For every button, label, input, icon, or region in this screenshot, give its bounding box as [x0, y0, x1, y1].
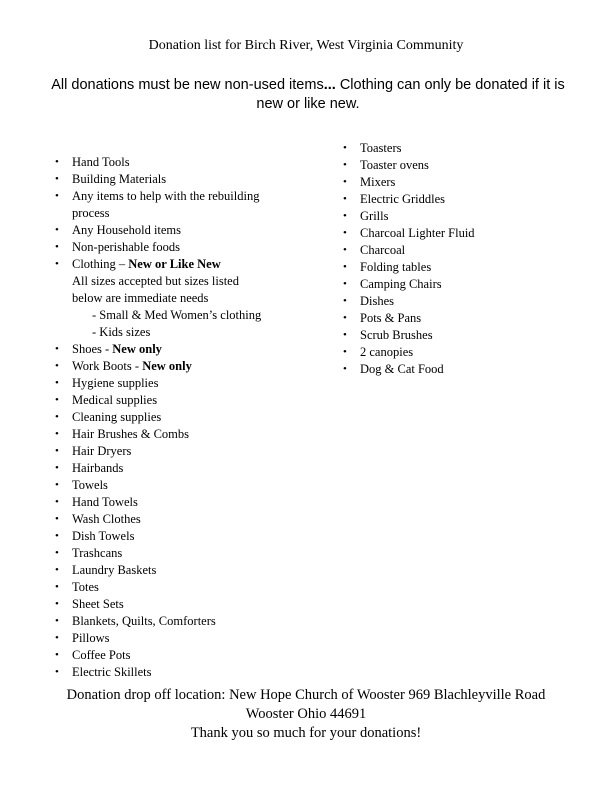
bullet-icon: •	[55, 156, 59, 168]
bullet-icon: •	[55, 513, 59, 525]
list-item	[55, 426, 297, 443]
bullet-icon: •	[55, 377, 59, 389]
list-item	[55, 630, 297, 647]
bullet-icon: •	[55, 360, 59, 372]
list-item	[55, 613, 297, 630]
bullet-icon: •	[343, 159, 347, 171]
list-item	[343, 327, 560, 344]
bullet-icon: •	[55, 496, 59, 508]
bullet-icon: •	[55, 615, 59, 627]
item-label: Camping Chairs	[360, 277, 442, 291]
list-item	[55, 222, 297, 239]
item-label: Hand Towels	[72, 495, 138, 509]
list-item	[55, 664, 297, 681]
item-label: Dishes	[360, 294, 395, 308]
list-item	[343, 225, 560, 242]
bullet-icon: •	[55, 428, 59, 440]
thank-you-note: Thank you so much for your donations!	[190, 725, 422, 741]
item-label: Coffee Pots	[72, 648, 131, 662]
bullet-icon: •	[55, 530, 59, 542]
bullet-icon: •	[55, 241, 59, 253]
item-label: Charcoal Lighter Fluid	[360, 226, 475, 240]
bullet-icon: •	[343, 363, 347, 375]
item-label: Folding tables	[360, 260, 432, 274]
page-title: Donation list for Birch River, West Virginia Community	[148, 38, 464, 53]
list-item	[343, 191, 560, 208]
bullet-icon: •	[55, 258, 59, 270]
list-item	[55, 239, 297, 256]
drop-off-city: Wooster Ohio 44691	[245, 706, 367, 722]
bullet-icon: •	[343, 295, 347, 307]
item-label: Trashcans	[72, 546, 123, 560]
bullet-icon: •	[343, 210, 347, 222]
item-label: Scrub Brushes	[360, 328, 433, 342]
item-label: Electric Skillets	[72, 665, 152, 679]
list-item	[55, 562, 297, 579]
sizes-note-continued: below are immediate needs	[72, 291, 209, 305]
list-item	[55, 154, 297, 171]
bullet-icon: •	[55, 224, 59, 236]
list-item	[55, 460, 297, 477]
bullet-icon: •	[343, 193, 347, 205]
list-item	[55, 477, 297, 494]
item-label: Charcoal	[360, 243, 406, 257]
item-label: Electric Griddles	[360, 192, 446, 206]
list-item	[55, 341, 297, 358]
item-label: Totes	[72, 580, 99, 594]
list-item	[343, 208, 560, 225]
bullet-icon: •	[55, 394, 59, 406]
list-item	[343, 310, 560, 327]
bullet-icon: •	[55, 479, 59, 491]
item-label: Towels	[72, 478, 108, 492]
item-label: Dish Towels	[72, 529, 135, 543]
item-label: 2 canopies	[360, 345, 414, 359]
list-item	[55, 375, 297, 392]
bullet-icon: •	[55, 564, 59, 576]
bullet-icon: •	[55, 173, 59, 185]
list-item	[55, 494, 297, 511]
bullet-icon: •	[343, 176, 347, 188]
item-label: Any Household items	[72, 223, 182, 237]
item-emphasis: New only	[112, 342, 162, 356]
bullet-icon: •	[55, 445, 59, 457]
item-label: Dog & Cat Food	[360, 362, 444, 376]
bullet-icon: •	[55, 666, 59, 678]
item-label: Wash Clothes	[72, 512, 141, 526]
list-item	[55, 545, 297, 562]
list-item	[55, 596, 297, 613]
size-need-item: - Small & Med Women’s clothing	[92, 308, 262, 322]
list-item	[55, 358, 297, 375]
bullet-icon: •	[343, 227, 347, 239]
item-label: Grills	[360, 209, 389, 223]
notice-prefix: All donations must be new non-used items	[51, 77, 324, 93]
item-label: Sheet Sets	[72, 597, 124, 611]
bullet-icon: •	[55, 190, 59, 202]
item-label: Hygiene supplies	[72, 376, 159, 390]
list-item	[343, 259, 560, 276]
item-label: Mixers	[360, 175, 396, 189]
list-item	[55, 392, 297, 409]
footer	[0, 686, 612, 743]
list-item	[55, 579, 297, 596]
size-need-item: - Kids sizes	[92, 325, 151, 339]
bullet-icon: •	[55, 632, 59, 644]
list-item	[55, 256, 297, 341]
item-label: Shoes -	[72, 342, 113, 356]
bullet-icon: •	[343, 346, 347, 358]
notice-ellipsis: ...	[323, 77, 336, 93]
list-item	[55, 171, 297, 188]
item-label: Hair Brushes & Combs	[72, 427, 190, 441]
item-emphasis: New or Like New	[128, 257, 221, 271]
item-label: Toaster ovens	[360, 158, 429, 172]
list-item	[55, 443, 297, 460]
list-item	[55, 528, 297, 545]
bullet-icon: •	[343, 329, 347, 341]
bullet-icon: •	[55, 598, 59, 610]
item-label: Laundry Baskets	[72, 563, 157, 577]
bullet-icon: •	[343, 244, 347, 256]
bullet-icon: •	[55, 462, 59, 474]
bullet-icon: •	[55, 547, 59, 559]
bullet-icon: •	[343, 278, 347, 290]
list-item	[343, 344, 560, 361]
drop-off-location: Donation drop off location: New Hope Church of Wooster 969 Blachleyville Road	[66, 687, 546, 703]
bullet-icon: •	[343, 142, 347, 154]
item-label: Work Boots -	[72, 359, 143, 373]
list-item	[343, 157, 560, 174]
list-item	[343, 276, 560, 293]
left-donation-list	[55, 154, 297, 681]
notice-suffix: Clothing can only be donated if it is new or like new.	[256, 77, 565, 112]
list-item	[343, 293, 560, 310]
item-label: Non-perishable foods	[72, 240, 180, 254]
right-donation-list	[343, 140, 560, 378]
item-label: Blankets, Quilts, Comforters	[72, 614, 216, 628]
list-item	[343, 361, 560, 378]
sizes-note: All sizes accepted but sizes listed	[72, 274, 239, 288]
item-label: Hairbands	[72, 461, 124, 475]
list-item	[55, 647, 297, 664]
list-item	[55, 511, 297, 528]
bullet-icon: •	[55, 649, 59, 661]
item-label: Toasters	[360, 141, 402, 155]
item-label: Pots & Pans	[360, 311, 422, 325]
bullet-icon: •	[55, 411, 59, 423]
bullet-icon: •	[343, 312, 347, 324]
bullet-icon: •	[55, 581, 59, 593]
item-label: Any items to help with the rebuilding	[72, 189, 260, 203]
item-emphasis: New only	[142, 359, 192, 373]
item-label: Hand Tools	[72, 155, 130, 169]
item-label: Hair Dryers	[72, 444, 132, 458]
item-label: Medical supplies	[72, 393, 158, 407]
item-label: Cleaning supplies	[72, 410, 162, 424]
list-item	[343, 174, 560, 191]
donation-notice	[40, 76, 576, 114]
list-item	[55, 188, 297, 222]
bullet-icon: •	[55, 343, 59, 355]
list-item	[343, 242, 560, 259]
item-label: Clothing –	[72, 257, 129, 271]
bullet-icon: •	[343, 261, 347, 273]
item-label-continued: process	[72, 206, 110, 220]
list-item	[343, 140, 560, 157]
list-item	[55, 409, 297, 426]
item-label: Building Materials	[72, 172, 167, 186]
item-label: Pillows	[72, 631, 110, 645]
